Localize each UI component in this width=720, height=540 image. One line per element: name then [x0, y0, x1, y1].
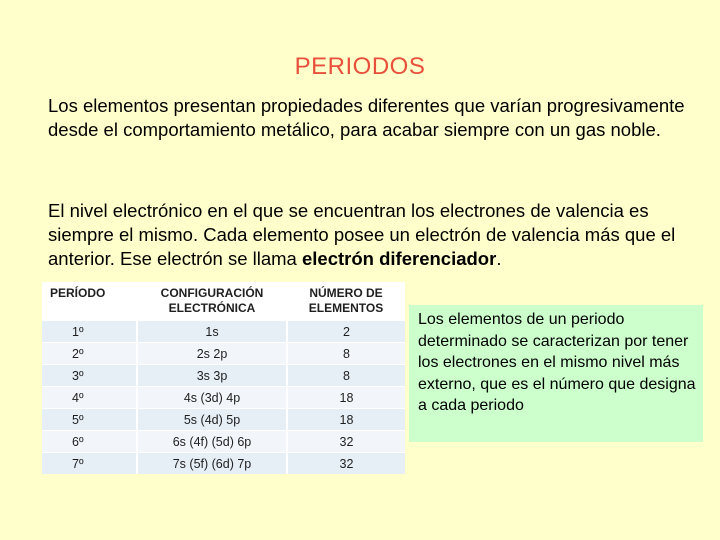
cell-configuration: 6s (4f) (5d) 6p	[137, 431, 287, 453]
cell-period: 4º	[42, 387, 137, 409]
table-row	[42, 365, 405, 387]
valence-paragraph-text: El nivel electrónico en el que se encuentran los electrones de valencia es siempre el mismo. Cada elemento posee un electrón de valencia más que el anterior. Ese electrón se llama	[48, 200, 676, 269]
cell-period: 2º	[42, 343, 137, 365]
cell-element-count: 8	[287, 365, 405, 387]
cell-element-count: 8	[287, 343, 405, 365]
table-row	[42, 453, 405, 475]
cell-period: 6º	[42, 431, 137, 453]
header-configuration: CONFIGURACIÓN ELECTRÓNICA	[137, 282, 287, 321]
note-text: Los elementos de un periodo determinado se caracterizan por tener los electrones en el mismo nivel más externo, que es el número que designa a cada periodo	[418, 311, 696, 415]
cell-configuration: 3s 3p	[137, 365, 287, 387]
cell-configuration: 7s (5f) (6d) 7p	[137, 453, 287, 475]
cell-element-count: 2	[287, 321, 405, 343]
table-row	[42, 343, 405, 365]
table-header-row	[42, 282, 405, 321]
cell-period: 5º	[42, 409, 137, 431]
intro-paragraph: Los elementos presentan propiedades diferentes que varían progresivamente desde el comportamiento metálico, para acabar siempre con un gas noble.	[48, 95, 685, 140]
header-period: PERÍODO	[42, 282, 137, 321]
table-row	[42, 431, 405, 453]
cell-element-count: 18	[287, 409, 405, 431]
header-element-count: NÚMERO DE ELEMENTOS	[287, 282, 405, 321]
valence-paragraph-bold: electrón diferenciador	[302, 248, 497, 269]
cell-period: 1º	[42, 321, 137, 343]
cell-element-count: 18	[287, 387, 405, 409]
note-box	[409, 305, 703, 442]
cell-configuration: 5s (4d) 5p	[137, 409, 287, 431]
cell-element-count: 32	[287, 431, 405, 453]
valence-paragraph	[48, 199, 698, 271]
cell-period: 3º	[42, 365, 137, 387]
periods-table	[42, 282, 405, 472]
table-row	[42, 409, 405, 431]
valence-paragraph-end: .	[496, 248, 502, 269]
cell-element-count: 32	[287, 453, 405, 475]
cell-configuration: 1s	[137, 321, 287, 343]
cell-period: 7º	[42, 453, 137, 475]
page-title: PERIODOS	[294, 53, 426, 80]
table-row	[42, 321, 405, 343]
table-row	[42, 387, 405, 409]
cell-configuration: 4s (3d) 4p	[137, 387, 287, 409]
cell-configuration: 2s 2p	[137, 343, 287, 365]
